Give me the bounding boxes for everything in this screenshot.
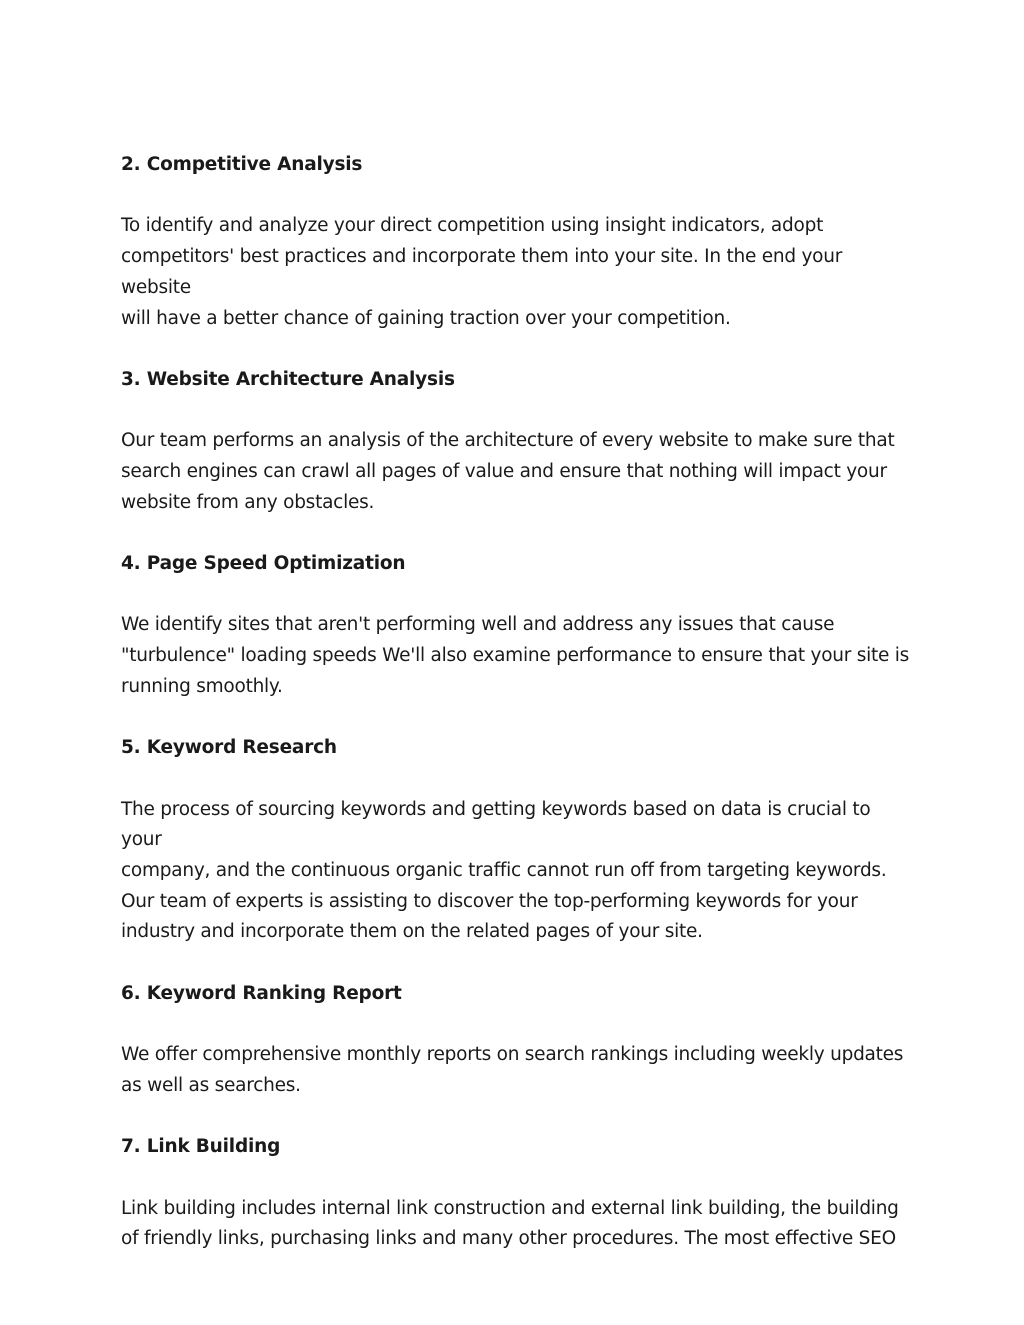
- paragraph-line: We identify sites that aren't performing well and address any issues that cause: [121, 614, 835, 636]
- section-competitive-analysis: [121, 150, 911, 365]
- paragraph-line: will have a better chance of gaining traction over your competition.: [121, 307, 731, 329]
- paragraph-line: company, and the continuous organic traffic cannot run off from targeting keywords.: [121, 860, 887, 882]
- paragraph-line: To identify and analyze your direct competition using insight indicators, adopt: [121, 215, 824, 237]
- document-body: [121, 150, 911, 1255]
- section-heading: 7. Link Building: [121, 1136, 281, 1158]
- section-paragraph: [121, 795, 911, 949]
- section-keyword-research: [121, 733, 911, 979]
- section-paragraph: [121, 1194, 911, 1255]
- section-heading: 5. Keyword Research: [121, 737, 337, 759]
- section-keyword-ranking-report: [121, 979, 911, 1132]
- section-heading: 6. Keyword Ranking Report: [121, 982, 402, 1004]
- paragraph-line: The process of sourcing keywords and getting keywords based on data is crucial to your: [121, 798, 871, 851]
- section-heading: 3. Website Architecture Analysis: [121, 368, 455, 390]
- section-heading: 2. Competitive Analysis: [121, 154, 363, 175]
- paragraph-line: Our team performs an analysis of the architecture of every website to make sure that: [121, 430, 895, 452]
- paragraph-line: search engines can crawl all pages of value and ensure that nothing will impact your: [121, 460, 887, 482]
- paragraph-line: of friendly links, purchasing links and many other procedures. The most effective SEO: [121, 1228, 896, 1250]
- paragraph-line: "turbulence" loading speeds We'll also examine performance to ensure that your site is: [121, 645, 910, 667]
- section-page-speed-optimization: [121, 549, 911, 733]
- paragraph-line: Our team of experts is assisting to discover the top-performing keywords for your: [121, 890, 858, 912]
- paragraph-line: website from any obstacles.: [121, 491, 375, 513]
- paragraph-line: Link building includes internal link construction and external link building, the building: [121, 1197, 899, 1219]
- section-heading: 4. Page Speed Optimization: [121, 553, 406, 575]
- paragraph-line: running smoothly.: [121, 675, 283, 697]
- section-link-building: [121, 1132, 911, 1255]
- section-paragraph: [121, 1040, 911, 1101]
- paragraph-line: competitors' best practices and incorporate them into your site. In the end your website: [121, 246, 843, 298]
- section-website-architecture-analysis: [121, 365, 911, 549]
- paragraph-line: industry and incorporate them on the related pages of your site.: [121, 921, 703, 943]
- section-paragraph: [121, 426, 911, 518]
- paragraph-line: We offer comprehensive monthly reports on search rankings including weekly updates: [121, 1044, 904, 1066]
- paragraph-line: as well as searches.: [121, 1074, 301, 1096]
- section-paragraph: [121, 211, 911, 334]
- section-paragraph: [121, 610, 911, 702]
